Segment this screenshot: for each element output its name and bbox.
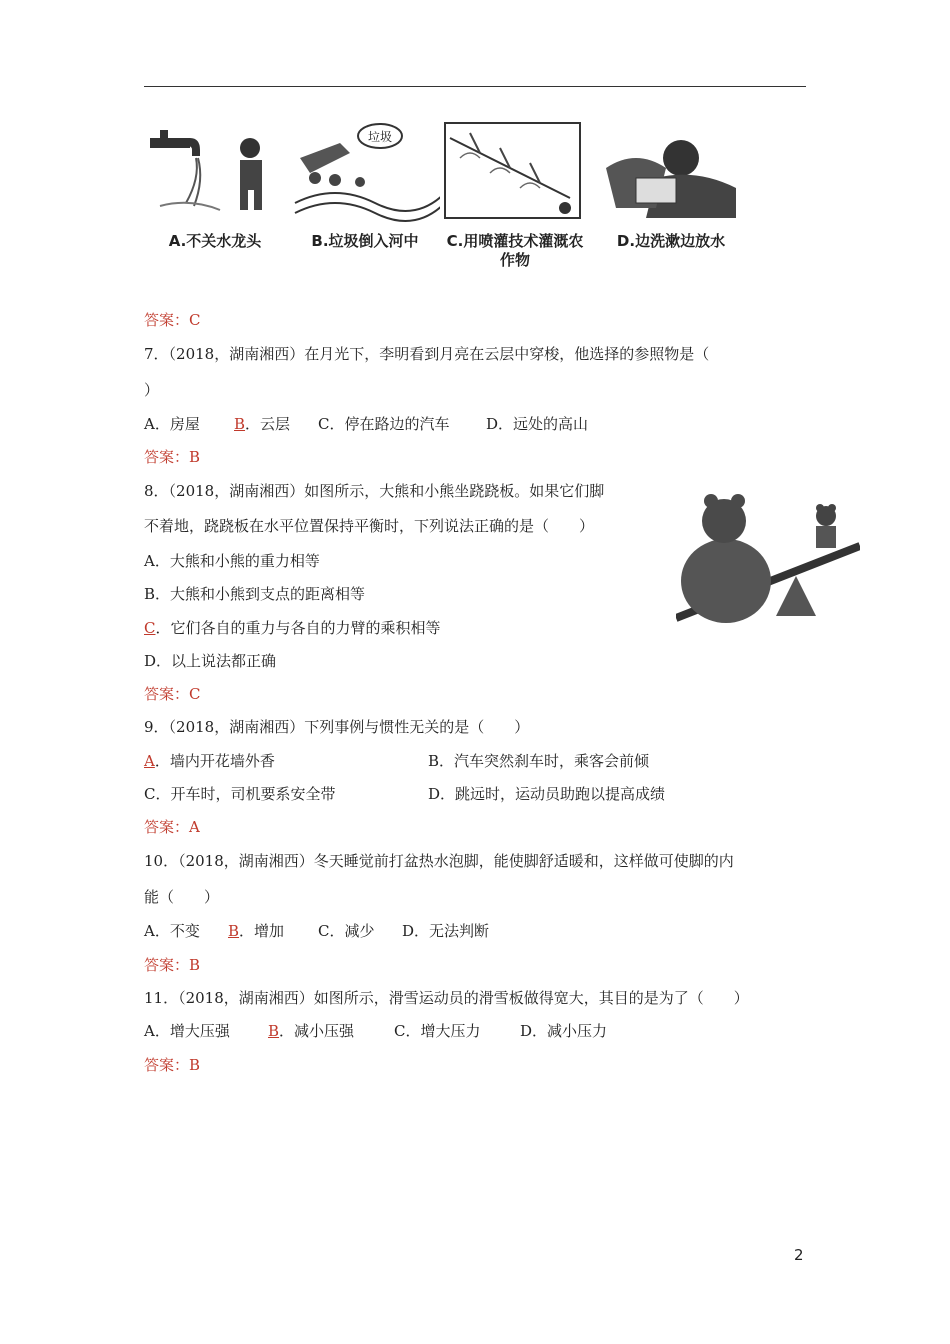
figure-c-caption: C.用喷灌技术灌溉农作物 bbox=[446, 232, 584, 269]
header-rule bbox=[144, 86, 806, 87]
q9-option-a-letter: A bbox=[144, 752, 155, 770]
q8-option-c-letter: C bbox=[144, 619, 156, 637]
sprinkler-icon bbox=[440, 118, 590, 228]
q9-answer: 答案：A bbox=[144, 818, 200, 836]
q11-stem: 11．（2018，湖南湘西）如图所示，滑雪运动员的滑雪板做得宽大，其目的是为了（ ） bbox=[144, 989, 749, 1007]
q8-option-d: D．以上说法都正确 bbox=[144, 652, 277, 670]
q8-answer: 答案：C bbox=[144, 685, 201, 703]
figure-c bbox=[440, 118, 590, 288]
q7-option-b-text: ．云层 bbox=[245, 415, 291, 433]
q8-option-c-text: ．它们各自的重力与各自的力臂的乘积相等 bbox=[155, 619, 441, 637]
q10-option-d: D．无法判断 bbox=[402, 922, 490, 940]
q9-option-a-text: ．墙内开花墙外香 bbox=[154, 752, 275, 770]
q7-stem: 7．（2018，湖南湘西）在月光下，李明看到月亮在云层中穿梭，他选择的参照物是（ bbox=[144, 345, 710, 363]
q7-option-b-letter: B bbox=[234, 415, 246, 433]
q7-stem-cont: ） bbox=[144, 381, 160, 399]
q7-option-c: C．停在路边的汽车 bbox=[318, 415, 450, 433]
q7-option-d: D．远处的高山 bbox=[486, 415, 589, 433]
faucet-icon bbox=[140, 118, 290, 228]
trash-sign-text: 垃圾 bbox=[367, 130, 393, 144]
q7-option-a: A．房屋 bbox=[144, 415, 200, 433]
q11-answer: 答案：B bbox=[144, 1056, 201, 1074]
q11-option-c: C．增大压力 bbox=[394, 1022, 481, 1040]
figure-d-caption: D.边洗漱边放水 bbox=[616, 232, 726, 250]
q7-option-b bbox=[234, 414, 290, 434]
q8-option-c bbox=[144, 618, 441, 638]
q9-option-c: C．开车时，司机要系安全带 bbox=[144, 785, 336, 803]
figure-b bbox=[290, 118, 440, 288]
q6-figure-row bbox=[140, 118, 780, 288]
q7-answer: 答案：B bbox=[144, 448, 201, 466]
q10-stem-cont: 能（ ） bbox=[144, 888, 220, 906]
q8-option-a: A．大熊和小熊的重力相等 bbox=[144, 552, 320, 570]
q11-option-b bbox=[268, 1021, 354, 1041]
q10-option-b-letter: B bbox=[228, 922, 240, 940]
q11-option-d: D．减小压力 bbox=[520, 1022, 608, 1040]
q9-stem: 9．（2018，湖南湘西）下列事例与惯性无关的是（ ） bbox=[144, 718, 530, 736]
seesaw-bears-icon bbox=[676, 486, 860, 628]
seesaw-bears-figure bbox=[676, 486, 860, 628]
q8-stem: 8．（2018，湖南湘西）如图所示，大熊和小熊坐跷跷板。如果它们脚 bbox=[144, 482, 605, 500]
figure-a-caption: A.不关水龙头 bbox=[168, 232, 262, 250]
q9-option-b: B．汽车突然刹车时，乘客会前倾 bbox=[428, 752, 650, 770]
q10-option-a: A．不变 bbox=[144, 922, 200, 940]
q10-option-b-text: ．增加 bbox=[239, 922, 285, 940]
q11-option-b-letter: B bbox=[268, 1022, 280, 1040]
q10-answer: 答案：B bbox=[144, 956, 201, 974]
q8-option-b: B．大熊和小熊到支点的距离相等 bbox=[144, 585, 366, 603]
figure-b-caption: B.垃圾倒入河中 bbox=[311, 232, 419, 250]
q6-answer: 答案：C bbox=[144, 311, 201, 329]
page-number: 2 bbox=[794, 1246, 804, 1264]
q11-option-a: A．增大压强 bbox=[144, 1022, 230, 1040]
q8-stem-cont: 不着地，跷跷板在水平位置保持平衡时，下列说法正确的是（ ） bbox=[144, 517, 595, 535]
q9-option-a bbox=[144, 751, 275, 771]
q9-option-d: D．跳远时，运动员助跑以提高成绩 bbox=[428, 785, 666, 803]
river-trash-icon bbox=[290, 118, 440, 228]
q10-option-b bbox=[228, 921, 284, 941]
figure-a bbox=[140, 118, 290, 288]
q11-option-b-text: ．减小压强 bbox=[279, 1022, 355, 1040]
q10-stem: 10．（2018，湖南湘西）冬天睡觉前打盆热水泡脚，能使脚舒适暖和，这样做可使脚的内 bbox=[144, 852, 734, 870]
q10-option-c: C．减少 bbox=[318, 922, 375, 940]
washing-icon bbox=[596, 118, 746, 228]
figure-d bbox=[596, 118, 746, 288]
